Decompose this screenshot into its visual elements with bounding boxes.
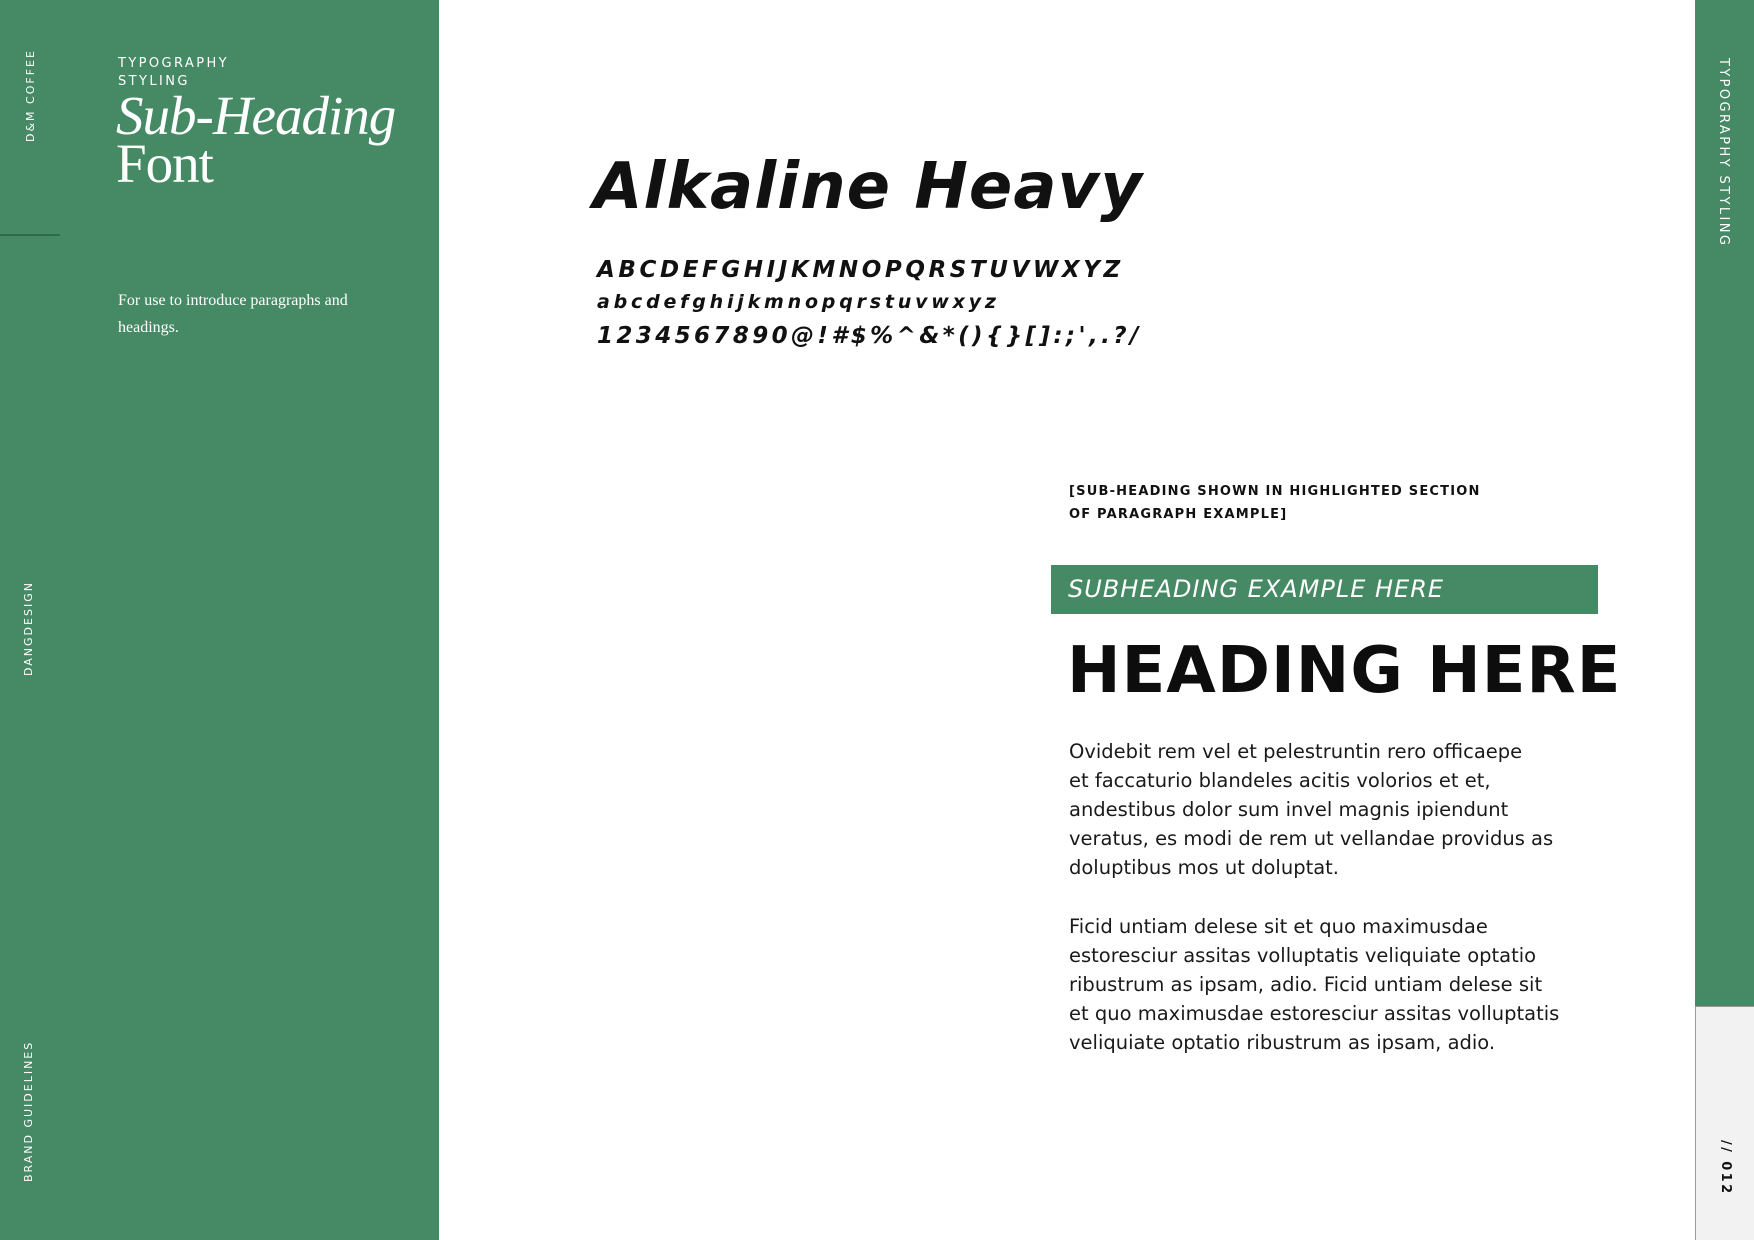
font-name-heading: Alkaline Heavy — [593, 150, 1143, 224]
example-note-line: OF PARAGRAPH EXAMPLE] — [1069, 507, 1288, 522]
number-symbol-glyphs: 1234567890@!#$%^&*(){}[]:;',.?/ — [597, 323, 1142, 349]
paragraph-line: veliquiate optatio ribustrum as ipsam, adio. — [1069, 1031, 1496, 1054]
example-note-line: [SUB-HEADING SHOWN IN HIGHLIGHTED SECTION — [1069, 484, 1481, 499]
subheading-example-bar: SUBHEADING EXAMPLE HERE — [1051, 565, 1598, 614]
paragraph-line: et faccaturio blandeles acitis volorios et et, — [1069, 769, 1491, 792]
page-description: For use to introduce paragraphs and headings. — [118, 292, 348, 336]
paragraph-line: Ovidebit rem vel et pelestruntin rero officaepe — [1069, 740, 1523, 763]
sidebar-divider — [0, 234, 60, 236]
paragraph-line: estoresciur assitas volluptatis veliquiate optatio — [1069, 944, 1537, 967]
paragraph-line: veratus, es modi de rem ut vellandae providus as — [1069, 827, 1554, 850]
glyph-specimen — [597, 253, 1142, 355]
example-note — [1069, 480, 1481, 526]
designer-vertical-label: DANGDESIGN — [22, 581, 35, 676]
page-number: // 012 — [1718, 1140, 1733, 1196]
heading-example: HEADING HERE — [1067, 634, 1622, 708]
example-paragraph-1 — [1069, 737, 1609, 882]
kicker-line: TYPOGRAPHY — [118, 56, 229, 71]
example-paragraph-2 — [1069, 912, 1609, 1057]
right-section-strip — [1695, 0, 1754, 1006]
section-vertical-label: TYPOGRAPHY STYLING — [1716, 58, 1731, 248]
paragraph-line: doluptibus mos ut doluptat. — [1069, 856, 1340, 879]
page-title — [116, 85, 396, 194]
paragraph-line: ribustrum as ipsam, adio. Ficid untiam delese sit — [1069, 973, 1543, 996]
brand-vertical-label: D&M COFFEE — [24, 49, 37, 142]
page-title-line2: Font — [116, 133, 213, 194]
paragraph-line: Ficid untiam delese sit et quo maximusdae — [1069, 915, 1488, 938]
left-sidebar-panel — [0, 0, 439, 1240]
document-vertical-label: BRAND GUIDELINES — [22, 1040, 35, 1182]
lowercase-glyphs: abcdefghijkmnopqrstuvwxyz — [597, 291, 1000, 313]
page-number-footer — [1695, 1006, 1754, 1240]
page-title-line1: Sub-Heading — [116, 85, 396, 146]
paragraph-line: et quo maximusdae estoresciur assitas volluptatis — [1069, 1002, 1560, 1025]
uppercase-glyphs: ABCDEFGHIJKMNOPQRSTUVWXYZ — [597, 257, 1124, 283]
paragraph-line: andestibus dolor sum invel magnis ipiendunt — [1069, 798, 1509, 821]
kicker-line: STYLING — [118, 74, 190, 89]
